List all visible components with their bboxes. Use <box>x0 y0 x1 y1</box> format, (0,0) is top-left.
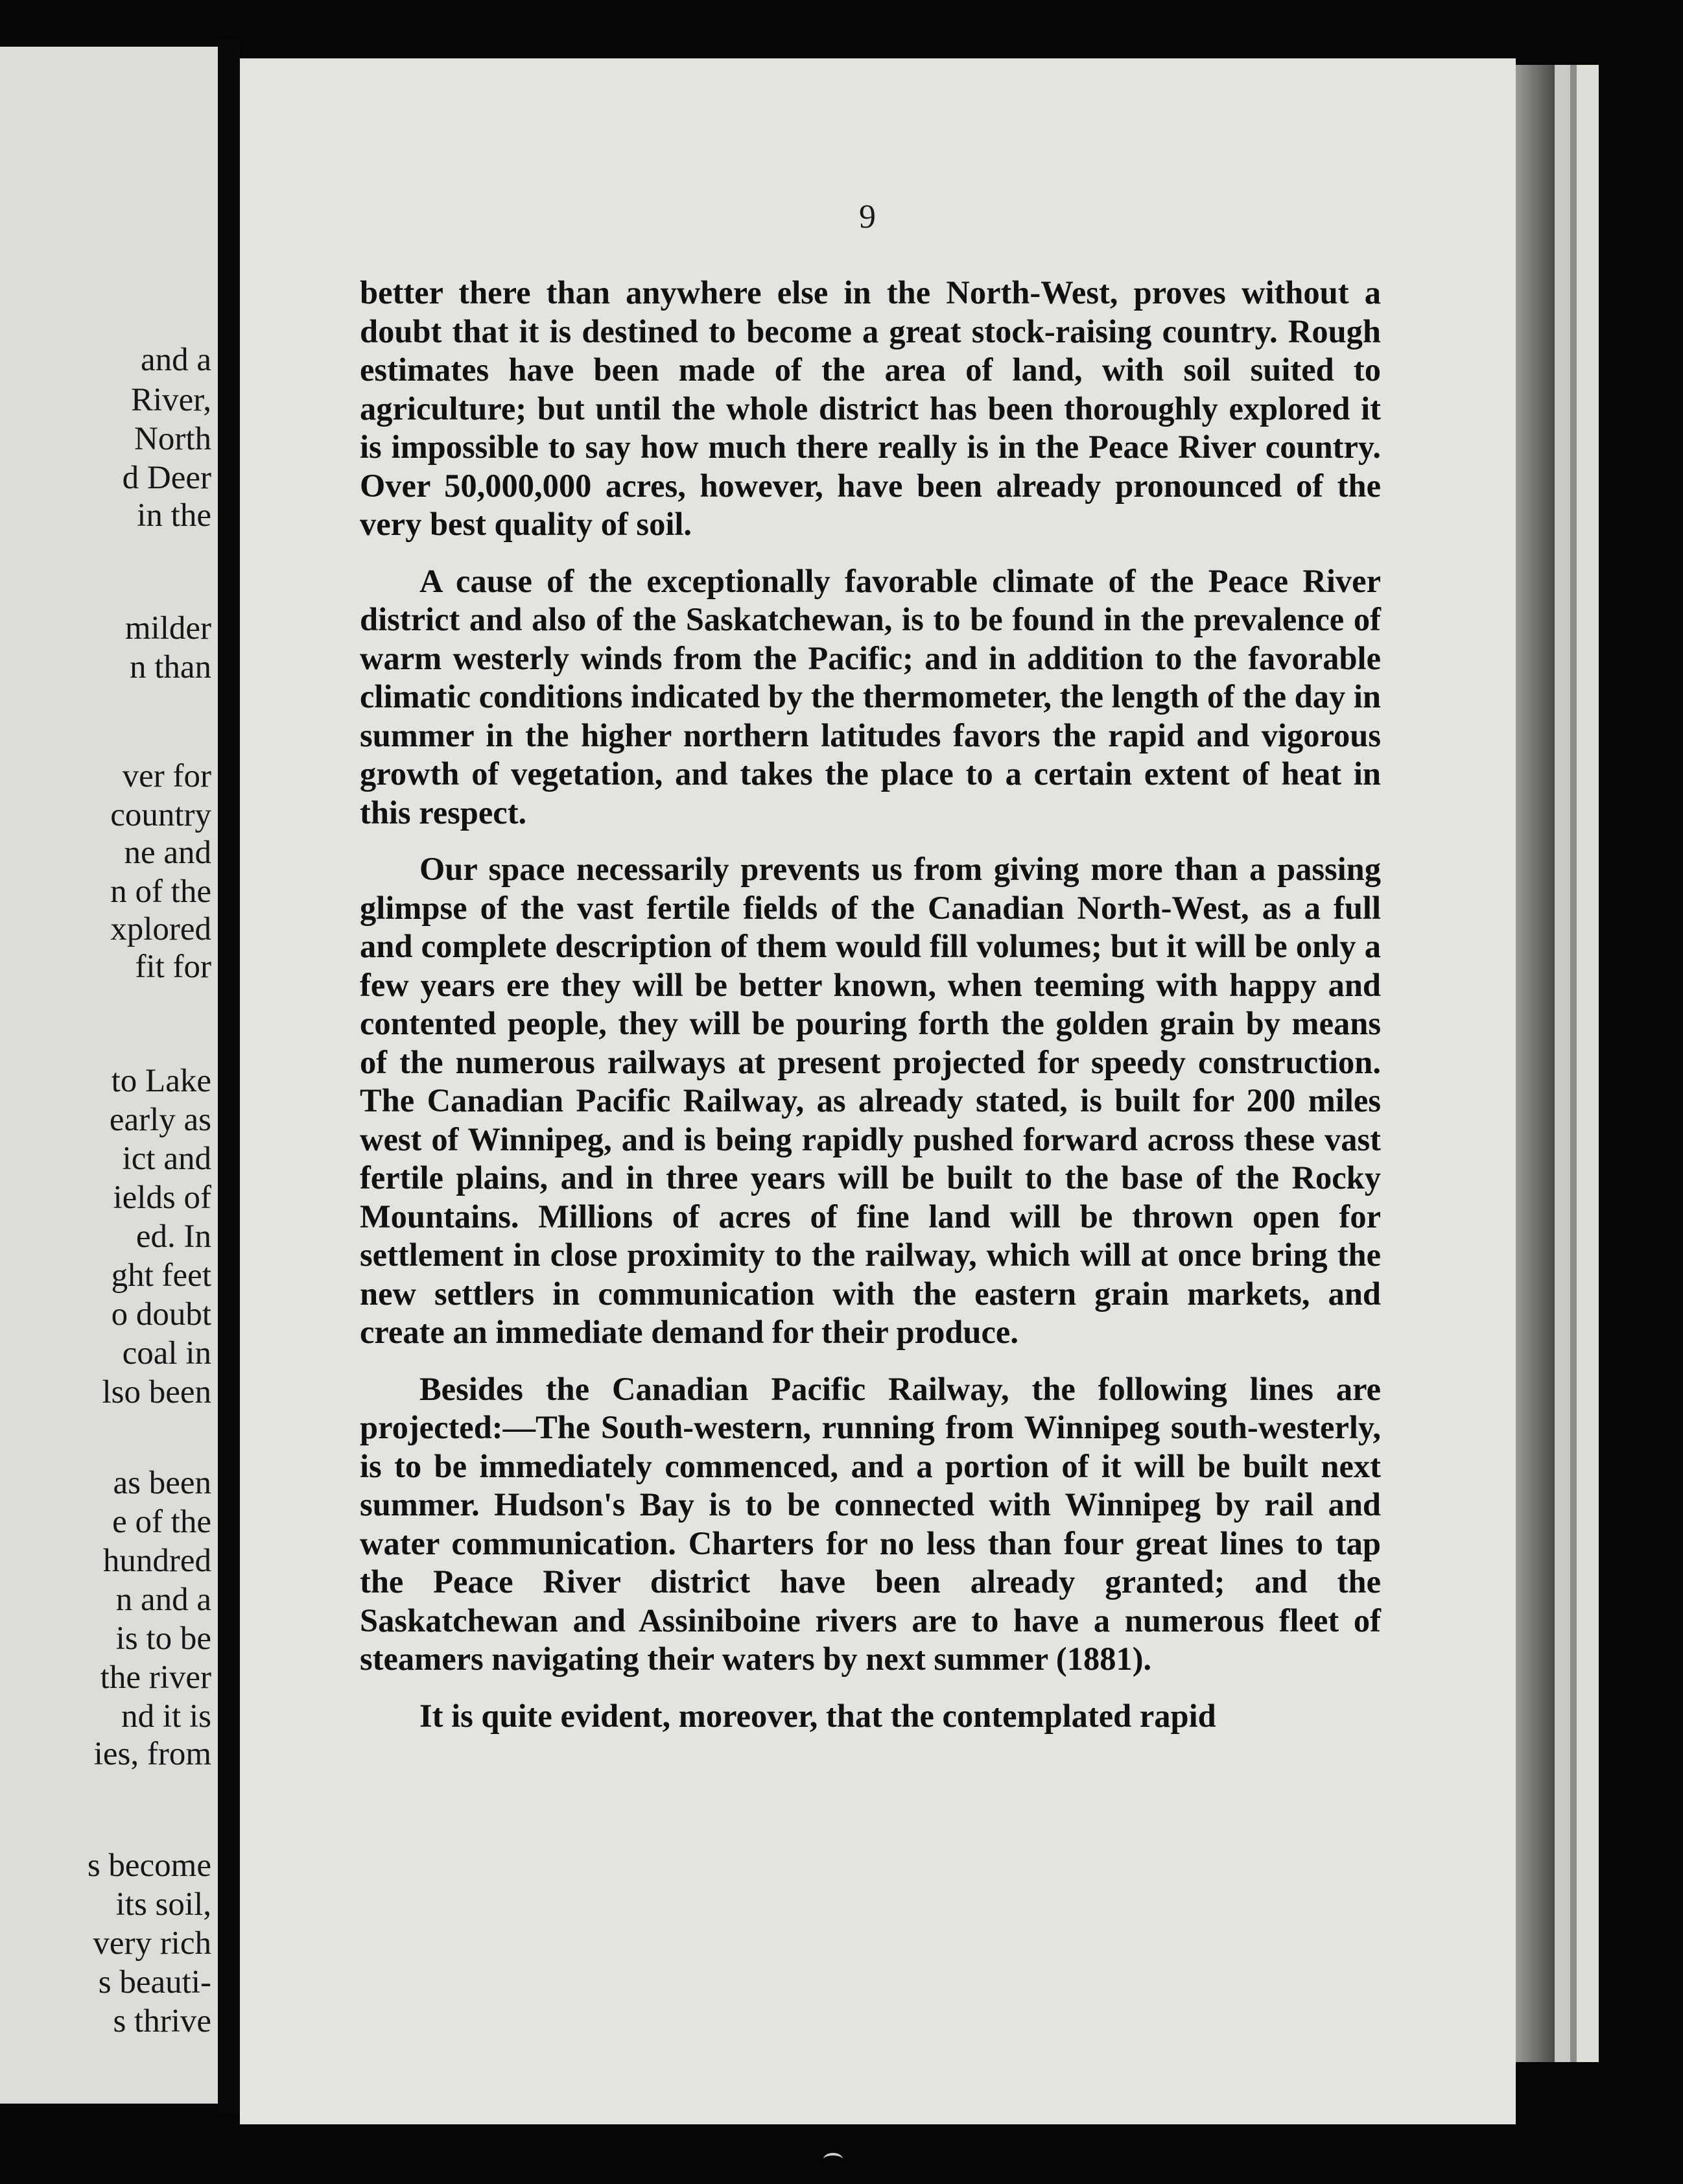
left-fragment: lso been <box>102 1374 211 1410</box>
left-fragment: the river <box>100 1659 211 1696</box>
left-fragment: hundred <box>102 1543 211 1579</box>
left-fragment: in the <box>137 497 211 534</box>
left-fragment: very rich <box>93 1925 211 1962</box>
left-fragment: country <box>110 797 211 833</box>
page-stack-edge <box>1570 65 1577 2062</box>
left-fragment: ict and <box>122 1141 211 1177</box>
left-fragment: North <box>134 421 211 457</box>
left-fragment: d Deer <box>122 460 211 496</box>
page-stack-edge <box>1555 65 1570 2062</box>
paragraph: A cause of the exceptionally favorable climate of the Peace River district and also of the Saskatchewan, is to be found in the prevalence of warm westerly winds from the Pacific; and in addition to the favorable climatic conditions indicated by the thermometer, the length of the day in summer in the higher northern latitudes favors the rapid and vigorous growth of vegetation, and takes the place to a certain extent of heat in this respect. <box>360 562 1381 831</box>
paragraph: Our space necessarily prevents us from giving more than a passing glimpse of the vast fertile fields of the Canadian North-West, as a full and complete description of them would fill volumes; but it will be only a few years ere they will be better known, when teeming with happy and contented people, they will be pouring forth the golden grain by means of the numerous railways at present projected for speedy construction. The Canadian Pacific Railway, as already stated, is built for 200 miles west of Winnipeg, and is being rapidly pushed forward across these vast fertile plains, and in three years will be built to the base of the Rocky Mountains. Millions of acres of fine land will be thrown open for settlement in close proximity to the railway, which will at once bring the new settlers in communication with the eastern grain markets, and create an immediate demand for their produce. <box>360 851 1381 1350</box>
left-fragment: o doubt <box>111 1296 211 1333</box>
page-body-text <box>360 274 1381 1753</box>
left-fragment: ver for <box>122 758 211 794</box>
paragraph: It is quite evident, moreover, that the contemplated rapid <box>419 1697 1216 1734</box>
left-fragment: n and a <box>115 1582 211 1618</box>
left-fragment: ght feet <box>111 1257 211 1294</box>
page-stack-edge <box>1516 65 1555 2062</box>
left-fragment: s become <box>87 1847 211 1884</box>
left-fragment: nd it is <box>121 1698 211 1735</box>
left-facing-page <box>0 47 218 2104</box>
left-fragment: s beauti- <box>98 1964 211 2000</box>
left-fragment: to Lake <box>111 1063 211 1099</box>
paragraph: Besides the Canadian Pacific Railway, the following lines are projected:—The South-western, running from Winnipeg south-westerly, is to be immediately commenced, and a portion of it will be built next summer. Hudson's Bay is to be connected with Winnipeg by rail and water communication. Charters for no less than four great lines to tap the Peace River district have been already granted; and the Saskatchewan and Assiniboine rivers are to have a numerous fleet of steamers navigating their waters by next summer (1881). <box>360 1370 1381 1677</box>
left-fragment: early as <box>109 1102 211 1138</box>
left-fragment: as been <box>113 1465 211 1501</box>
left-fragment: fit for <box>135 949 211 985</box>
left-fragment: milder <box>124 610 211 647</box>
left-fragment: its soil, <box>115 1886 211 1923</box>
left-fragment: is to be <box>115 1620 211 1657</box>
page-stack-edge <box>1577 65 1599 2062</box>
left-fragment: n of the <box>110 873 211 910</box>
left-fragment: ies, from <box>93 1736 211 1772</box>
left-fragment: and a <box>140 342 211 378</box>
left-fragment: River, <box>130 382 211 418</box>
left-fragment: ields of <box>113 1180 211 1216</box>
page-number: 9 <box>859 198 876 235</box>
left-fragment: e of the <box>112 1504 211 1540</box>
book-gutter <box>218 39 240 2114</box>
left-fragment: n than <box>129 649 211 685</box>
left-fragment: s thrive <box>113 2003 211 2039</box>
left-fragment: ed. In <box>135 1218 211 1255</box>
left-fragment: ne and <box>124 835 211 871</box>
scan-artifact <box>823 2153 843 2166</box>
left-fragment: xplored <box>110 911 211 947</box>
left-fragment: coal in <box>122 1335 211 1371</box>
main-page <box>240 58 1516 2124</box>
paragraph: better there than anywhere else in the North-West, proves without a doubt that it is destined to become a great stock-raising country. Rough estimates have been made of the area of land, with soil suited to agriculture; but until the whole district has been thoroughly explored it is impossible to say how much there really is in the Peace River country. Over 50,000,000 acres, however, have been already pronounced of the very best quality of soil. <box>360 274 1381 542</box>
